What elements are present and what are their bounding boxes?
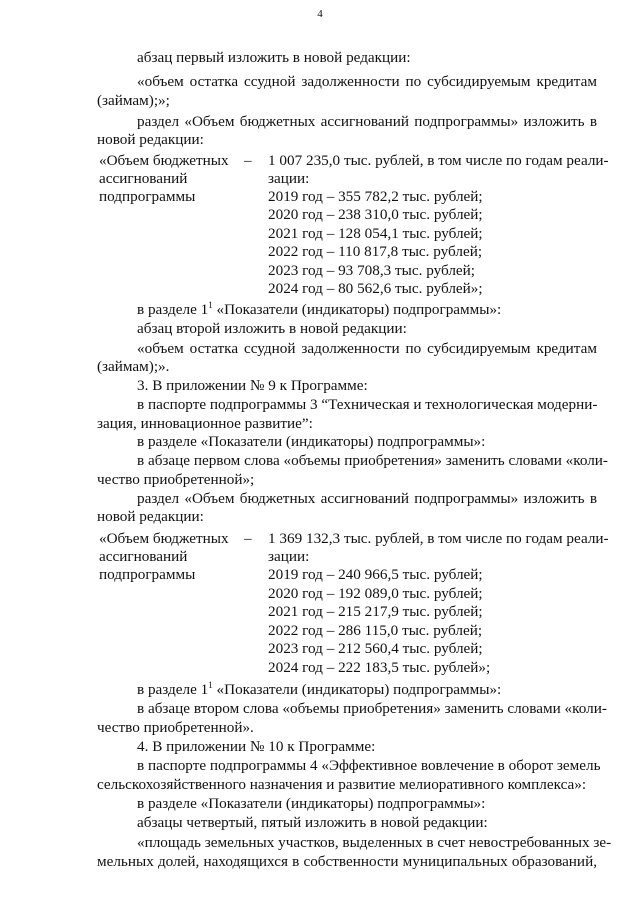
table-year: 2019 год – 355 782,2 тыс. рублей; <box>268 188 483 205</box>
table-total: 1 007 235,0 тыс. рублей, в том числе по годам реали- <box>268 152 609 169</box>
table-label: ассигнований <box>99 548 188 565</box>
table-label: ассигнований <box>99 170 188 187</box>
table-year: 2022 год – 286 115,0 тыс. рублей; <box>268 622 483 639</box>
paragraph: в паспорте подпрограммы 3 “Техническая и технологическая модерни- <box>137 396 598 413</box>
table-dash: – <box>244 152 252 169</box>
paragraph: в абзаце первом слова «объемы приобретения» заменить словами «коли- <box>137 452 608 469</box>
paragraph-cont: мельных долей, находящихся в собственности муниципальных образований, <box>97 853 597 870</box>
paragraph: в разделе $1^1$ «Показатели (индикаторы) подпрограммы»: <box>137 299 502 318</box>
paragraph: в абзаце втором слова «объемы приобретения» заменить словами «коли- <box>137 700 607 717</box>
paragraph: в разделе «Показатели (индикаторы) подпрограммы»: <box>137 795 486 812</box>
table-label: подпрограммы <box>99 188 196 205</box>
paragraph: в разделе $1^1$ «Показатели (индикаторы) подпрограммы»: <box>137 679 502 698</box>
paragraph-cont: чество приобретенной». <box>97 719 254 736</box>
paragraph: «объем остатка ссудной задолженности по субсидируемым кредитам <box>137 73 597 90</box>
page-number: 4 <box>317 8 323 20</box>
table-year: 2024 год – 222 183,5 тыс. рублей»; <box>268 659 491 676</box>
paragraph-cont: (займам);»; <box>97 92 170 109</box>
paragraph: «объем остатка ссудной задолженности по субсидируемым кредитам <box>137 340 597 357</box>
table-year: 2023 год – 93 708,3 тыс. рублей; <box>268 262 476 279</box>
table-year: 2023 год – 212 560,4 тыс. рублей; <box>268 640 483 657</box>
section-heading: 4. В приложении № 10 к Программе: <box>137 738 376 755</box>
table-total-cont: зации: <box>268 548 310 565</box>
paragraph-cont: (займам);». <box>97 358 170 375</box>
paragraph: раздел «Объем бюджетных ассигнований подпрограммы» изложить в <box>137 490 597 507</box>
paragraph-cont: новой редакции: <box>97 131 204 148</box>
table-year: 2024 год – 80 562,6 тыс. рублей»; <box>268 280 483 297</box>
table-year: 2021 год – 128 054,1 тыс. рублей; <box>268 225 483 242</box>
paragraph-cont: зация, инновационное развитие”: <box>97 415 313 432</box>
table-year: 2021 год – 215 217,9 тыс. рублей; <box>268 603 483 620</box>
table-total: 1 369 132,3 тыс. рублей, в том числе по годам реали- <box>268 530 609 547</box>
section-heading: 3. В приложении № 9 к Программе: <box>137 377 368 394</box>
table-year: 2019 год – 240 966,5 тыс. рублей; <box>268 566 483 583</box>
paragraph: «площадь земельных участков, выделенных в счет невостребованных зе- <box>137 834 612 851</box>
paragraph: абзацы четвертый, пятый изложить в новой редакции: <box>137 814 488 831</box>
paragraph: абзац второй изложить в новой редакции: <box>137 320 407 337</box>
paragraph-cont: новой редакции: <box>97 508 204 525</box>
table-dash: – <box>244 530 252 547</box>
table-total-cont: зации: <box>268 170 310 187</box>
paragraph-cont: чество приобретенной»; <box>97 471 255 488</box>
paragraph: в паспорте подпрограммы 4 «Эффективное вовлечение в оборот земель <box>137 757 601 774</box>
table-year: 2020 год – 238 310,0 тыс. рублей; <box>268 206 483 223</box>
paragraph: раздел «Объем бюджетных ассигнований подпрограммы» изложить в <box>137 113 597 130</box>
paragraph: абзац первый изложить в новой редакции: <box>137 49 411 66</box>
table-label: «Объем бюджетных <box>99 152 229 169</box>
table-label: «Объем бюджетных <box>99 530 229 547</box>
paragraph-cont: сельскохозяйственного назначения и развитие мелиоративного комплекса»: <box>97 776 587 793</box>
paragraph: в разделе «Показатели (индикаторы) подпрограммы»: <box>137 433 486 450</box>
table-year: 2022 год – 110 817,8 тыс. рублей; <box>268 243 483 260</box>
table-year: 2020 год – 192 089,0 тыс. рублей; <box>268 585 483 602</box>
table-label: подпрограммы <box>99 566 196 583</box>
